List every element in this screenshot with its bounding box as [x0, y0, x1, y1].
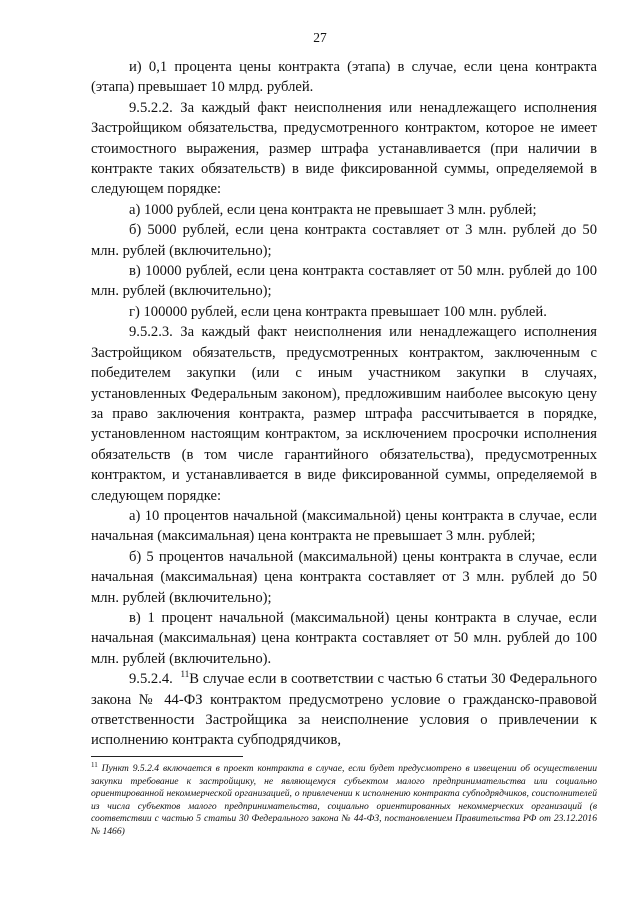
- paragraph-9-5-2-3-b: б) 5 процентов начальной (максимальной) цены контракта в случае, если начальная (максимальная) цена контракта составляет от 3 млн. рублей до 50 млн. рублей (включительно);: [91, 548, 597, 606]
- footnote-reference[interactable]: 11: [180, 669, 190, 680]
- footnote-text: Пункт 9.5.2.4 включается в проект контракта в случае, если будет предусмотрено в извещении об осуществлении закупки требование к застройщику, не являющемуся субъектом малого предпринимательства или социально ориентированной некоммерческой организацией, о привлечении к исполнению контракта субподрядчиков, соисполнителей из числа субъектов малого предпринимательства, социально ориентированных некоммерческих организаций (в соответствии с частью 5 статьи 30 Федерального закона № 44-ФЗ, постановлением Правительства РФ от 23.12.2016 № 1466): [91, 763, 598, 837]
- paragraph-9-5-2-3-a: а) 10 процентов начальной (максимальной) цены контракта в случае, если начальная (максимальная) цена контракта не превышает 3 млн. рублей;: [91, 507, 597, 545]
- paragraph-9-5-2-4: [91, 669, 597, 751]
- page-number: 27: [313, 30, 327, 45]
- paragraph-9-5-2-2: 9.5.2.2. За каждый факт неисполнения или ненадлежащего исполнения Застройщиком обязательства, предусмотренного контрактом, которое не имеет стоимостного выражения, размер штрафа устанавливается (при наличии в контракте таких обязательств) в виде фиксированной суммы, определяемой в следующем порядке:: [91, 99, 597, 198]
- paragraph-number: 9.5.2.4.: [129, 671, 173, 688]
- paragraph-9-5-2-3-v: в) 1 процент начальной (максимальной) цены контракта в случае, если начальная (максимальная) цена контракта составляет от 50 млн. рублей до 100 млн. рублей (включительно).: [91, 609, 597, 667]
- footnote-mark: 11: [91, 761, 98, 769]
- footnote-divider: [91, 756, 243, 757]
- paragraph-9-5-2-2-a: а) 1000 рублей, если цена контракта не превышает 3 млн. рублей;: [129, 201, 537, 218]
- paragraph-9-5-2-2-g: г) 100000 рублей, если цена контракта превышает 100 млн. рублей.: [129, 303, 547, 320]
- document-body: [91, 57, 597, 751]
- paragraph-9-5-2-3: 9.5.2.3. За каждый факт неисполнения или ненадлежащего исполнения Застройщиком обязательств, предусмотренных контрактом, заключенным с победителем закупки (или с иным участником закупки в случаях, установленных Федеральным законом), предложившим наиболее высокую цену за право заключения контракта, размер штрафа рассчитывается в порядке, установленном настоящим контрактом, за исключением просрочки исполнения обязательств (в том числе гарантийного обязательства), предусмотренных контрактом, и устанавливается в виде фиксированной суммы, определяемой в следующем порядке:: [91, 324, 597, 504]
- paragraph-9-5-2-2-v: в) 10000 рублей, если цена контракта составляет от 50 млн. рублей до 100 млн. рублей (включительно);: [91, 263, 597, 300]
- paragraph-i: и) 0,1 процента цены контракта (этапа) в случае, если цена контракта (этапа) превышает 10 млрд. рублей.: [91, 59, 597, 96]
- footnote: [91, 763, 597, 839]
- paragraph-9-5-2-2-b: б) 5000 рублей, если цена контракта составляет от 3 млн. рублей до 50 млн. рублей (включительно);: [91, 222, 597, 259]
- paragraph-text: В случае если в соответствии с частью 6 статьи 30 Федерального закона № 44-ФЗ контрактом предусмотрено условие о гражданско-правовой ответственности Застройщика за неисполнение условия о привлечении к исполнению контракта субподрядчиков,: [91, 671, 597, 749]
